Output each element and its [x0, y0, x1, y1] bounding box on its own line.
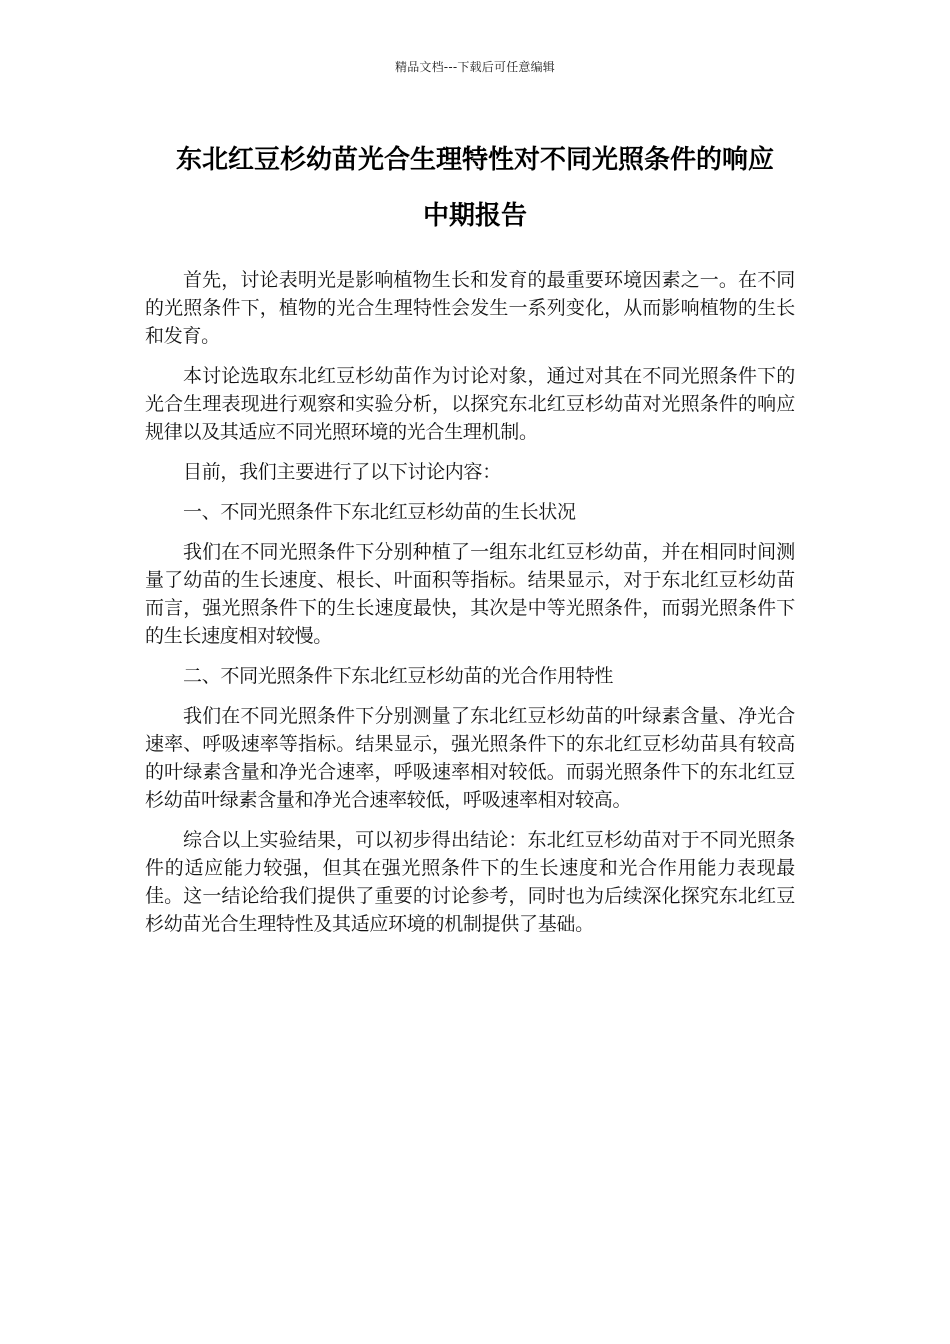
paragraph-purpose: 本讨论选取东北红豆杉幼苗作为讨论对象，通过对其在不同光照条件下的光合生理表现进行观察和实验分析，以探究东北红豆杉幼苗对光照条件的响应规律以及其适应不同光照环境的光合生理机制。: [145, 365, 795, 443]
header-note: 精品文档---下载后可任意编辑: [395, 60, 555, 74]
paragraph-photosynthesis: 我们在不同光照条件下分别测量了东北红豆杉幼苗的叶绿素含量、净光合速率、呼吸速率等指标。结果显示，强光照条件下的东北红豆杉幼苗具有较高的叶绿素含量和净光合速率，呼吸速率相对较低。而弱光照条件下的东北红豆杉幼苗叶绿素含量和净光合速率较低，呼吸速率相对较高。: [145, 705, 795, 811]
title-line-2: 中期报告: [422, 201, 527, 231]
title-line-1: 东北红豆杉幼苗光合生理特性对不同光照条件的响应: [175, 145, 774, 175]
document-title: [130, 132, 820, 244]
document-body: [145, 266, 795, 950]
paragraph-growth: 我们在不同光照条件下分别种植了一组东北红豆杉幼苗，并在相同时间测量了幼苗的生长速度、根长、叶面积等指标。结果显示，对于东北红豆杉幼苗而言，强光照条件下的生长速度最快，其次是中等光照条件，而弱光照条件下的生长速度相对较慢。: [145, 541, 795, 647]
paragraph-intro: 首先，讨论表明光是影响植物生长和发育的最重要环境因素之一。在不同的光照条件下，植物的光合生理特性会发生一系列变化，从而影响植物的生长和发育。: [145, 269, 795, 347]
section-heading-growth: 一、不同光照条件下东北红豆杉幼苗的生长状况: [183, 501, 576, 523]
paragraph-overview: 目前，我们主要进行了以下讨论内容：: [183, 461, 501, 483]
paragraph-conclusion: 综合以上实验结果，可以初步得出结论：东北红豆杉幼苗对于不同光照条件的适应能力较强，但其在强光照条件下的生长速度和光合作用能力表现最佳。这一结论给我们提供了重要的讨论参考，同时也为后续深化探究东北红豆杉幼苗光合生理特性及其适应环境的机制提供了基础。: [145, 829, 795, 935]
section-heading-photosynthesis: 二、不同光照条件下东北红豆杉幼苗的光合作用特性: [183, 665, 614, 687]
